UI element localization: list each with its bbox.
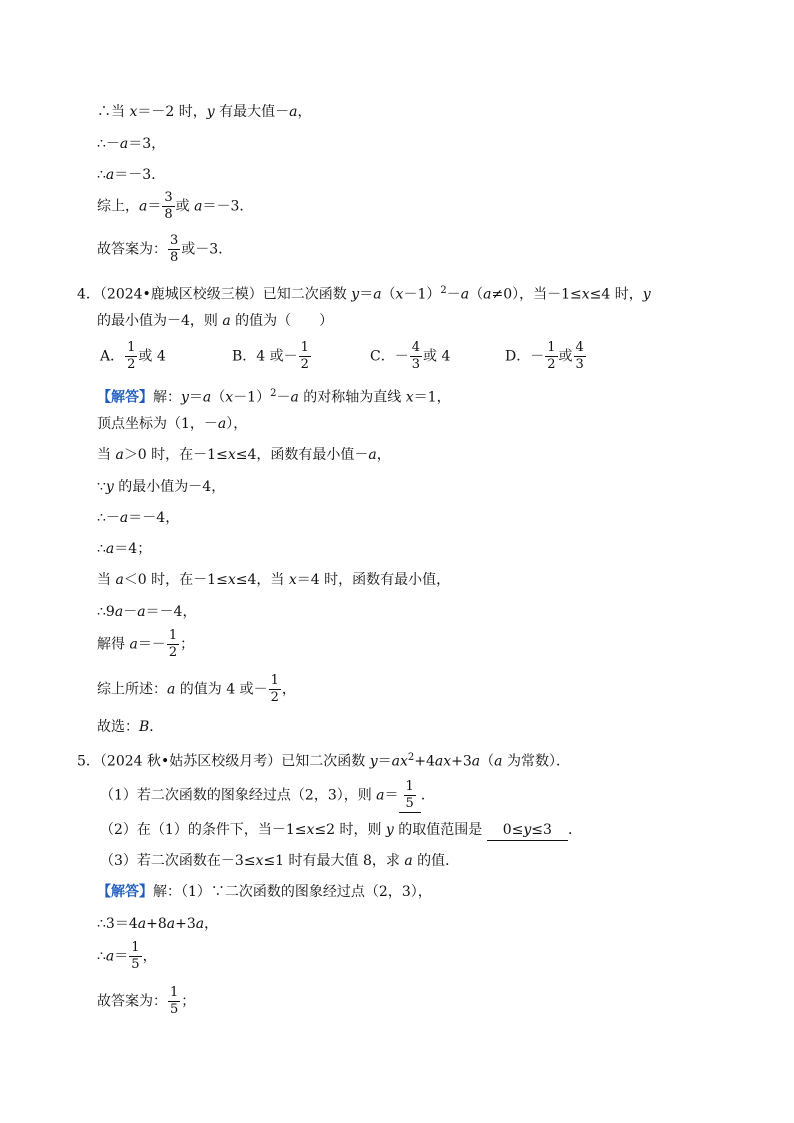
- q4-stem-line-1: 4．（2024•鹿城区校级三模）已知二次函数 $y=a(x-1)^2-a(a\ne 0)$，当－1≤x≤4 时，y: [77, 285, 651, 303]
- q4-solution-line-6: ∴a＝4；: [97, 541, 152, 557]
- q4-solution-line-1: 【解答】解：$y=a(x-1)^2-a$ 的对称轴为直线 x＝1，: [97, 388, 451, 406]
- q5-solution-line-4: 故答案为： $\frac{1}{5}$ ；: [97, 985, 196, 1017]
- q4-option-d: D．－ $\frac{1}{2}$ 或 $\frac{4}{3}$: [505, 340, 584, 372]
- q5-part-3: （3）若二次函数在－3≤x≤1 时有最大值 8，求 a 的值．: [100, 853, 460, 869]
- q4-solution-line-11: 故选：B．: [97, 719, 164, 735]
- prev-line-4: 综上，a＝ $\frac{3}{8}$ 或 a＝－3．: [97, 190, 254, 222]
- q5-solution-line-1: 【解答】解：（1）∵二次函数的图象经过点（2，3），: [97, 884, 432, 900]
- answer-blank: $\frac{1}{5}$: [399, 779, 421, 813]
- q4-option-b: B．4 或－ $\frac{1}{2}$: [232, 340, 309, 372]
- q5-part-1: （1）若二次函数的图象经过点（2，3），则 a＝ $\frac{1}{5}$ ．: [100, 779, 435, 811]
- q4-option-c: C．－ $\frac{4}{3}$ 或 4: [370, 340, 451, 372]
- answer-tag: 【解答】: [97, 389, 153, 406]
- q5-solution-line-3: ∴a＝ $\frac{1}{5}$ ，: [97, 940, 157, 972]
- q4-solution-line-8: ∴9a－a＝－4，: [97, 604, 197, 620]
- q4-solution-line-7: 当 a＜0 时，在－1≤x≤4，当 x＝4 时，函数有最小值，: [97, 572, 451, 588]
- q4-solution-line-4: ∵y 的最小值为－4，: [97, 479, 226, 495]
- q4-solution-line-2: 顶点坐标为（1，－a），: [97, 416, 248, 432]
- q4-option-a: A． $\frac{1}{2}$ 或 4: [100, 340, 166, 372]
- prev-line-3: ∴a＝－3．: [97, 167, 166, 183]
- prev-line-2: ∴－a＝3，: [97, 136, 166, 152]
- q4-solution-line-10: 综上所述：a 的值为 4 或－ $\frac{1}{2}$ ，: [97, 673, 296, 705]
- q5-solution-line-2: ∴3＝4a+8a+3a，: [97, 916, 219, 932]
- q5-part-2: （2）在（1）的条件下，当－1≤x≤2 时，则 y 的取值范围是 0≤y≤3 ．: [100, 820, 582, 841]
- answer-tag: 【解答】: [97, 884, 153, 900]
- answer-blank: 0≤y≤3: [487, 820, 568, 841]
- prev-line-5: 故答案为： $\frac{3}{8}$ 或－3．: [97, 233, 233, 265]
- q4-solution-line-3: 当 a＞0 时，在－1≤x≤4，函数有最小值－a，: [97, 447, 391, 463]
- q4-solution-line-9: 解得 a＝－ $\frac{1}{2}$ ；: [97, 628, 195, 660]
- fraction: $\frac{3}{8}$: [164, 190, 173, 222]
- fraction: $\frac{3}{8}$: [170, 233, 179, 265]
- prev-line-1: ∴当 x＝－2 时，y 有最大值－a，: [97, 104, 312, 120]
- q5-stem: 5．（2024 秋•姑苏区校级月考）已知二次函数 $y=ax^2+4ax+3a(a$ 为常数）．: [77, 752, 570, 770]
- q4-stem-line-2: 的最小值为－4，则 a 的值为（ ）: [97, 313, 334, 329]
- q4-solution-line-5: ∴－a＝－4，: [97, 510, 180, 526]
